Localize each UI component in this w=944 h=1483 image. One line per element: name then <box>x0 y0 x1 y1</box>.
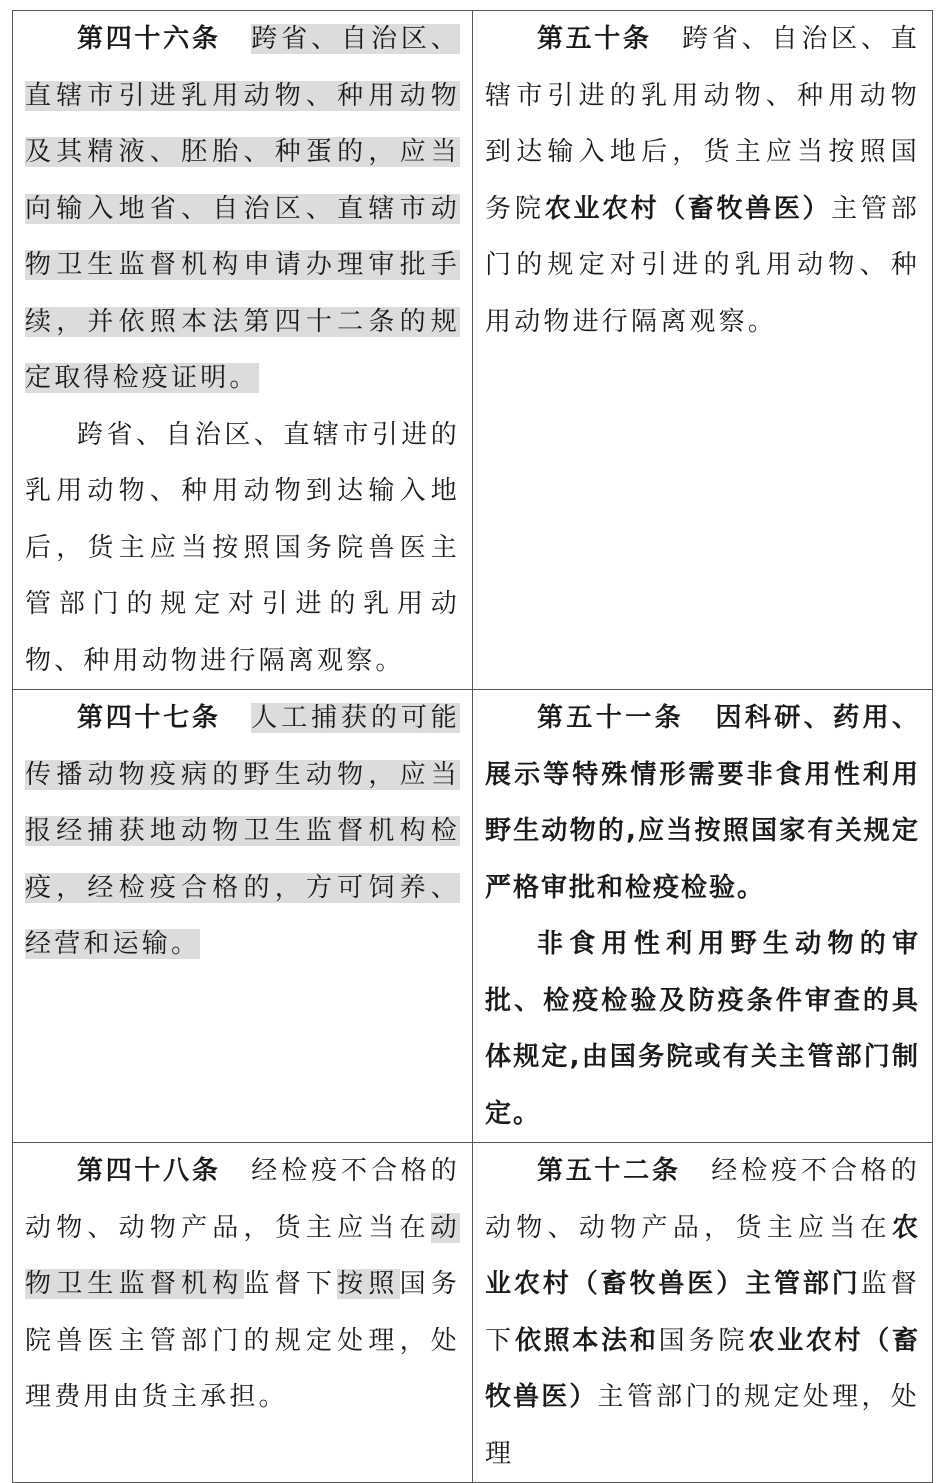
new-law-cell <box>473 1143 933 1483</box>
highlighted-text: 动物卫生监督机构 <box>25 1212 460 1299</box>
law-comparison-table <box>12 10 933 1483</box>
new-law-cell <box>473 11 933 690</box>
table-row <box>13 690 933 1143</box>
paragraph <box>25 11 460 407</box>
article-number: 第四十六条 <box>77 24 221 54</box>
new-law-cell <box>473 690 933 1143</box>
paragraph: 跨省、自治区、直辖市引进的乳用动物、种用动物到达输入地后，货主应当按照国务院兽医主管部门的规定对引进的乳用动物、种用动物进行隔离观察。 <box>25 419 460 676</box>
amended-text: 农业农村（畜牧兽医） <box>485 1325 920 1412</box>
old-law-cell <box>13 11 473 690</box>
table-row <box>13 1143 933 1483</box>
highlighted-text: 跨省、自治区、直辖市引进乳用动物、种用动物及其精液、胚胎、种蛋的，应当向输入地省、自治区、直辖市动物卫生监督机构申请办理审批手续，并依照本法第四十二条的规定取得检疫证明。 <box>25 24 460 393</box>
article-number: 第五十二条 <box>537 1156 681 1186</box>
highlighted-text: 人工捕获的可能传播动物疫病的野生动物，应当报经捕获地动物卫生监督机构检疫，经检疫合格的，方可饲养、经营和运输。 <box>25 703 460 959</box>
article-number: 第四十八条 <box>77 1156 221 1186</box>
text-run: 跨省、自治区、直辖市引进的乳用动物、种用动物到达输入地后，货主应当按照国务院 <box>485 24 920 224</box>
paragraph: 非食用性利用野生动物的审批、检疫检验及防疫条件审查的具体规定,由国务院或有关主管部门制定。 <box>485 929 920 1129</box>
old-law-cell <box>13 690 473 1143</box>
table-row <box>13 11 933 690</box>
text-run: 国务院兽医主管部门的规定处理，处理费用由货主承担。 <box>25 1269 460 1412</box>
amended-text: 农业农村（畜牧兽医）主管部门 <box>485 1212 920 1299</box>
text-run: 国务院 <box>658 1325 749 1356</box>
paragraph <box>25 1143 460 1426</box>
paragraph <box>485 1143 920 1482</box>
text-run: 监督下 <box>485 1269 920 1356</box>
paragraph <box>485 690 920 916</box>
article-number: 第五十一条 <box>537 703 685 733</box>
amended-text: 依照本法和 <box>514 1325 659 1356</box>
amended-text: 农业农村（畜牧兽医） <box>544 193 832 224</box>
highlighted-text: 按照 <box>337 1269 400 1299</box>
text-run: 经检疫不合格的动物、动物产品，货主应当在 <box>485 1156 920 1243</box>
text-run: 主管部门的规定对引进的乳用动物、种用动物进行隔离观察。 <box>485 193 920 337</box>
paragraph <box>485 11 920 350</box>
text-run: 监督下 <box>243 1269 338 1299</box>
amended-text: 因科研、药用、展示等特殊情形需要非食用性利用野生动物的,应当按照国家有关规定严格审批和检疫检验。 <box>485 703 920 903</box>
text-run: 主管部门的规定处理，处理 <box>485 1382 920 1469</box>
old-law-cell <box>13 1143 473 1483</box>
paragraph <box>25 690 460 973</box>
text-run: 经检疫不合格的动物、动物产品，货主应当在 <box>25 1156 460 1243</box>
article-number: 第四十七条 <box>77 703 221 733</box>
article-number: 第五十条 <box>537 24 652 54</box>
